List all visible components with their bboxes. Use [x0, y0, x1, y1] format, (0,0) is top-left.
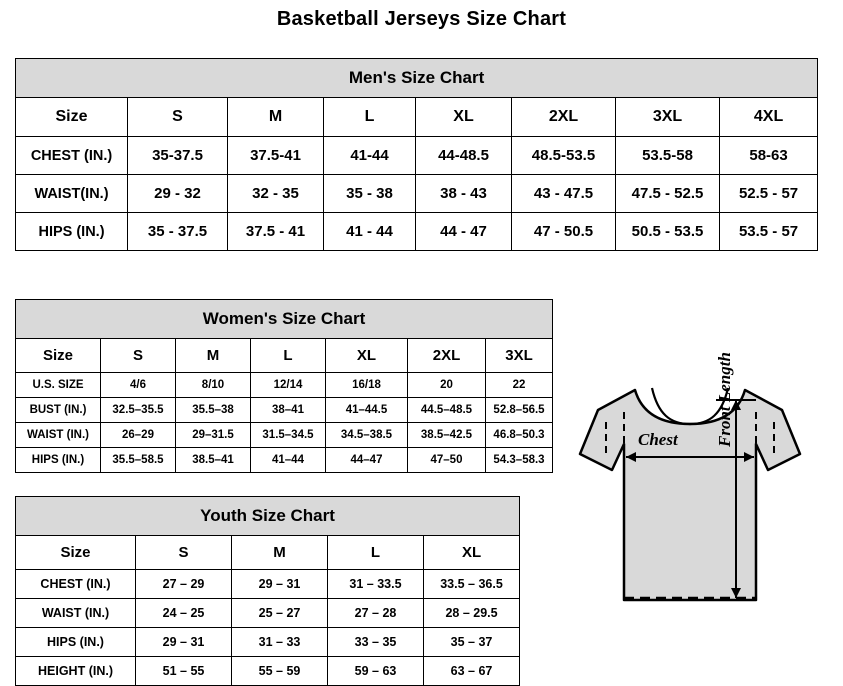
table-cell: 31 – 33 — [232, 628, 328, 657]
table-cell: 25 – 27 — [232, 599, 328, 628]
table-cell: 35.5–58.5 — [101, 448, 176, 473]
table-cell: 35 – 37 — [424, 628, 520, 657]
table-cell: 35.5–38 — [176, 398, 251, 423]
front-length-measure-label: Front Length — [715, 352, 734, 447]
table-cell: 12/14 — [251, 373, 326, 398]
table-cell: 4/6 — [101, 373, 176, 398]
table-row — [16, 213, 818, 251]
womens-header-row — [16, 339, 553, 373]
table-cell: 29 – 31 — [232, 570, 328, 599]
mens-header-cell: XL — [416, 98, 512, 137]
row-label: CHEST (IN.) — [16, 137, 128, 175]
table-cell: 51 – 55 — [136, 657, 232, 686]
youth-header-cell: Size — [16, 536, 136, 570]
table-cell: 46.8–50.3 — [486, 423, 553, 448]
table-row — [16, 599, 520, 628]
table-cell: 58-63 — [720, 137, 818, 175]
table-cell: 43 - 47.5 — [512, 175, 616, 213]
womens-header-cell: M — [176, 339, 251, 373]
jersey-illustration-icon — [540, 352, 840, 652]
table-cell: 37.5 - 41 — [228, 213, 324, 251]
table-cell: 28 – 29.5 — [424, 599, 520, 628]
table-cell: 63 – 67 — [424, 657, 520, 686]
mens-chart-heading: Men's Size Chart — [16, 59, 818, 98]
mens-header-cell: M — [228, 98, 324, 137]
womens-header-cell: L — [251, 339, 326, 373]
table-cell: 38 - 43 — [416, 175, 512, 213]
chest-measure-label: Chest — [638, 430, 678, 449]
youth-chart-heading: Youth Size Chart — [16, 497, 520, 536]
table-cell: 41–44 — [251, 448, 326, 473]
table-cell: 33 – 35 — [328, 628, 424, 657]
table-cell: 48.5-53.5 — [512, 137, 616, 175]
table-cell: 53.5 - 57 — [720, 213, 818, 251]
youth-header-cell: S — [136, 536, 232, 570]
table-cell: 31.5–34.5 — [251, 423, 326, 448]
youth-header-cell: M — [232, 536, 328, 570]
table-cell: 44 - 47 — [416, 213, 512, 251]
table-cell: 47–50 — [408, 448, 486, 473]
table-cell: 37.5-41 — [228, 137, 324, 175]
shirt-measurement-diagram — [540, 352, 840, 672]
row-label: HIPS (IN.) — [16, 628, 136, 657]
table-cell: 32.5–35.5 — [101, 398, 176, 423]
mens-header-cell: Size — [16, 98, 128, 137]
womens-size-chart-table — [15, 299, 553, 473]
table-cell: 16/18 — [326, 373, 408, 398]
table-row — [16, 373, 553, 398]
table-cell: 52.8–56.5 — [486, 398, 553, 423]
youth-header-cell: XL — [424, 536, 520, 570]
table-cell: 47 - 50.5 — [512, 213, 616, 251]
table-row — [16, 628, 520, 657]
table-cell: 35-37.5 — [128, 137, 228, 175]
table-cell: 29–31.5 — [176, 423, 251, 448]
table-row — [16, 570, 520, 599]
table-cell: 33.5 – 36.5 — [424, 570, 520, 599]
table-cell: 44.5–48.5 — [408, 398, 486, 423]
row-label: U.S. SIZE — [16, 373, 101, 398]
table-cell: 59 – 63 — [328, 657, 424, 686]
row-label: WAIST (IN.) — [16, 599, 136, 628]
table-row — [16, 657, 520, 686]
table-cell: 38–41 — [251, 398, 326, 423]
table-cell: 29 – 31 — [136, 628, 232, 657]
row-label: WAIST (IN.) — [16, 423, 101, 448]
youth-chart-heading-row — [16, 497, 520, 536]
table-cell: 41 - 44 — [324, 213, 416, 251]
womens-chart-heading: Women's Size Chart — [16, 300, 553, 339]
table-cell: 24 – 25 — [136, 599, 232, 628]
table-cell: 22 — [486, 373, 553, 398]
youth-size-chart-table — [15, 496, 520, 686]
table-cell: 47.5 - 52.5 — [616, 175, 720, 213]
youth-header-cell: L — [328, 536, 424, 570]
womens-header-cell: S — [101, 339, 176, 373]
table-cell: 41-44 — [324, 137, 416, 175]
table-cell: 29 - 32 — [128, 175, 228, 213]
table-cell: 44-48.5 — [416, 137, 512, 175]
row-label: BUST (IN.) — [16, 398, 101, 423]
table-cell: 44–47 — [326, 448, 408, 473]
youth-header-row — [16, 536, 520, 570]
table-cell: 38.5–41 — [176, 448, 251, 473]
table-cell: 35 - 37.5 — [128, 213, 228, 251]
table-row — [16, 448, 553, 473]
mens-size-chart-table — [15, 58, 818, 251]
table-cell: 27 – 28 — [328, 599, 424, 628]
row-label: WAIST(IN.) — [16, 175, 128, 213]
table-cell: 53.5-58 — [616, 137, 720, 175]
womens-chart-heading-row — [16, 300, 553, 339]
table-row — [16, 175, 818, 213]
row-label: HIPS (IN.) — [16, 448, 101, 473]
table-cell: 32 - 35 — [228, 175, 324, 213]
mens-header-cell: S — [128, 98, 228, 137]
table-cell: 26–29 — [101, 423, 176, 448]
table-cell: 27 – 29 — [136, 570, 232, 599]
mens-header-cell: 2XL — [512, 98, 616, 137]
table-cell: 52.5 - 57 — [720, 175, 818, 213]
table-cell: 55 – 59 — [232, 657, 328, 686]
table-cell: 35 - 38 — [324, 175, 416, 213]
womens-header-cell: XL — [326, 339, 408, 373]
mens-chart-heading-row — [16, 59, 818, 98]
table-row — [16, 137, 818, 175]
mens-header-row — [16, 98, 818, 137]
row-label: CHEST (IN.) — [16, 570, 136, 599]
table-cell: 50.5 - 53.5 — [616, 213, 720, 251]
table-cell: 41–44.5 — [326, 398, 408, 423]
mens-header-cell: L — [324, 98, 416, 137]
mens-header-cell: 4XL — [720, 98, 818, 137]
table-row — [16, 423, 553, 448]
table-cell: 34.5–38.5 — [326, 423, 408, 448]
womens-header-cell: Size — [16, 339, 101, 373]
table-cell: 20 — [408, 373, 486, 398]
womens-header-cell: 3XL — [486, 339, 553, 373]
row-label: HEIGHT (IN.) — [16, 657, 136, 686]
mens-header-cell: 3XL — [616, 98, 720, 137]
page-title: Basketball Jerseys Size Chart — [276, 8, 567, 30]
table-row — [16, 398, 553, 423]
row-label: HIPS (IN.) — [16, 213, 128, 251]
table-cell: 31 – 33.5 — [328, 570, 424, 599]
womens-header-cell: 2XL — [408, 339, 486, 373]
table-cell: 54.3–58.3 — [486, 448, 553, 473]
table-cell: 38.5–42.5 — [408, 423, 486, 448]
table-cell: 8/10 — [176, 373, 251, 398]
